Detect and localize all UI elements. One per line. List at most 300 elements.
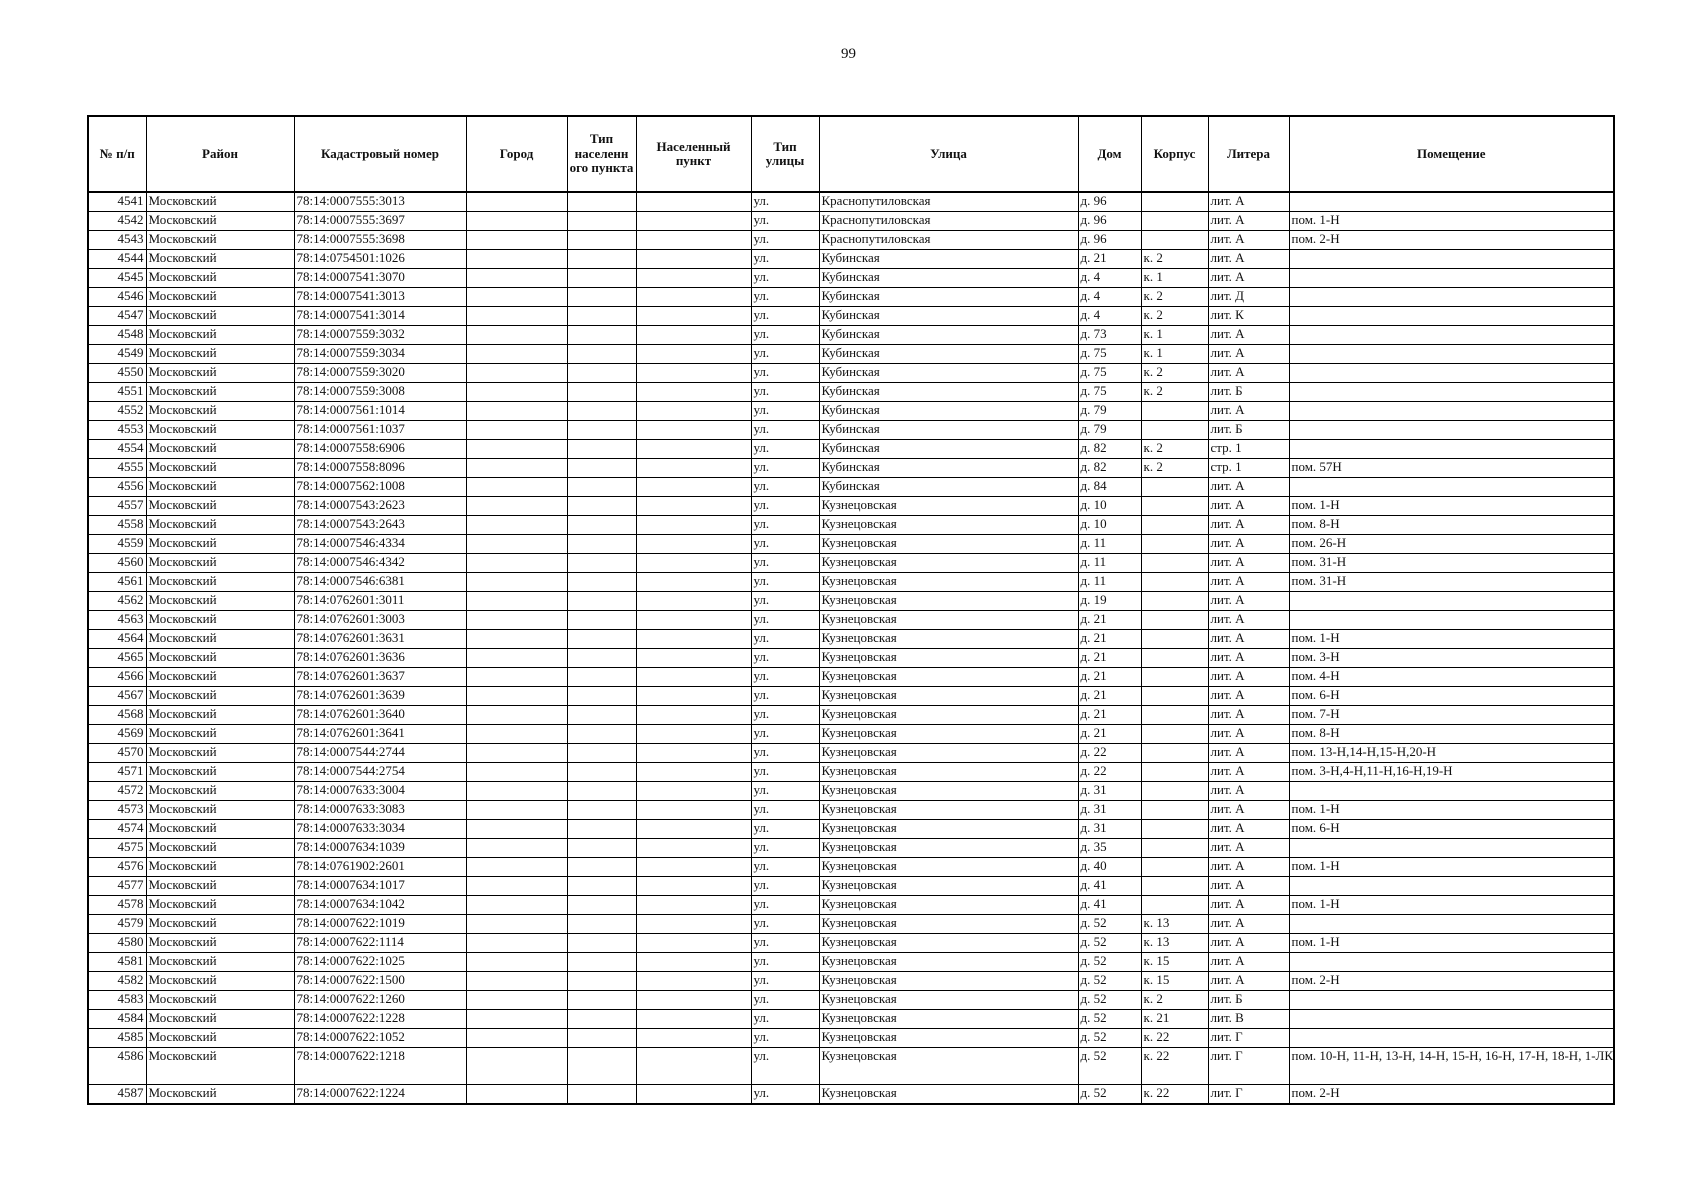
cell-letter: лит. А bbox=[1208, 326, 1289, 345]
cell-premises: пом. 57Н bbox=[1289, 459, 1614, 478]
table-row bbox=[88, 763, 1614, 782]
cell-district: Московский bbox=[146, 649, 294, 668]
cell-settlement-type bbox=[567, 364, 636, 383]
cell-settlement-type bbox=[567, 192, 636, 212]
cell-district: Московский bbox=[146, 326, 294, 345]
cell-house: д. 31 bbox=[1078, 801, 1141, 820]
cell-settlement-type bbox=[567, 858, 636, 877]
cell-street: Кузнецовская bbox=[819, 668, 1078, 687]
table-row bbox=[88, 1010, 1614, 1029]
cell-street: Кузнецовская bbox=[819, 611, 1078, 630]
cell-letter: лит. А bbox=[1208, 915, 1289, 934]
cell-letter: лит. Г bbox=[1208, 1085, 1289, 1105]
cell-number: 4541 bbox=[88, 192, 146, 212]
cell-premises bbox=[1289, 877, 1614, 896]
table-row bbox=[88, 896, 1614, 915]
cell-district: Московский bbox=[146, 212, 294, 231]
table-row bbox=[88, 915, 1614, 934]
cell-premises bbox=[1289, 364, 1614, 383]
cell-cadastral-number: 78:14:0007558:6906 bbox=[294, 440, 466, 459]
table-row bbox=[88, 972, 1614, 991]
cell-house: д. 21 bbox=[1078, 725, 1141, 744]
cell-cadastral-number: 78:14:0007634:1039 bbox=[294, 839, 466, 858]
cell-house: д. 21 bbox=[1078, 649, 1141, 668]
cell-settlement bbox=[636, 269, 751, 288]
cell-settlement bbox=[636, 1048, 751, 1085]
cell-district: Московский bbox=[146, 402, 294, 421]
cell-letter: лит. А bbox=[1208, 858, 1289, 877]
cell-building bbox=[1141, 763, 1208, 782]
cell-settlement-type bbox=[567, 668, 636, 687]
cell-cadastral-number: 78:14:0007541:3013 bbox=[294, 288, 466, 307]
table-row bbox=[88, 592, 1614, 611]
cell-number: 4574 bbox=[88, 820, 146, 839]
cell-street: Кузнецовская bbox=[819, 858, 1078, 877]
cell-number: 4548 bbox=[88, 326, 146, 345]
cell-district: Московский bbox=[146, 421, 294, 440]
cell-number: 4557 bbox=[88, 497, 146, 516]
cell-cadastral-number: 78:14:0762601:3636 bbox=[294, 649, 466, 668]
table-row bbox=[88, 839, 1614, 858]
cell-district: Московский bbox=[146, 877, 294, 896]
cell-premises: пом. 1-Н bbox=[1289, 212, 1614, 231]
cell-number: 4545 bbox=[88, 269, 146, 288]
cell-street: Кузнецовская bbox=[819, 1029, 1078, 1048]
cell-cadastral-number: 78:14:0007558:8096 bbox=[294, 459, 466, 478]
cell-settlement-type bbox=[567, 516, 636, 535]
cell-district: Московский bbox=[146, 630, 294, 649]
cell-cadastral-number: 78:14:0007555:3013 bbox=[294, 192, 466, 212]
cell-cadastral-number: 78:14:0007562:1008 bbox=[294, 478, 466, 497]
cell-building bbox=[1141, 744, 1208, 763]
cell-building: к. 13 bbox=[1141, 915, 1208, 934]
cell-house: д. 22 bbox=[1078, 763, 1141, 782]
cell-letter: лит. А bbox=[1208, 592, 1289, 611]
cell-premises bbox=[1289, 611, 1614, 630]
cell-street: Кузнецовская bbox=[819, 630, 1078, 649]
table-body bbox=[88, 192, 1614, 1104]
cell-number: 4563 bbox=[88, 611, 146, 630]
cell-house: д. 52 bbox=[1078, 1085, 1141, 1105]
cell-cadastral-number: 78:14:0762601:3640 bbox=[294, 706, 466, 725]
cell-street: Кузнецовская bbox=[819, 991, 1078, 1010]
cell-settlement bbox=[636, 326, 751, 345]
cell-house: д. 52 bbox=[1078, 934, 1141, 953]
cell-street: Кубинская bbox=[819, 402, 1078, 421]
cell-house: д. 96 bbox=[1078, 192, 1141, 212]
cell-street: Краснопутиловская bbox=[819, 192, 1078, 212]
page-number: 99 bbox=[841, 46, 856, 62]
cell-district: Московский bbox=[146, 611, 294, 630]
cell-settlement-type bbox=[567, 1029, 636, 1048]
cell-number: 4546 bbox=[88, 288, 146, 307]
cell-city bbox=[466, 573, 567, 592]
cell-settlement-type bbox=[567, 383, 636, 402]
cell-cadastral-number: 78:14:0007561:1037 bbox=[294, 421, 466, 440]
cell-settlement-type bbox=[567, 231, 636, 250]
cell-street-type: ул. bbox=[751, 250, 819, 269]
cell-district: Московский bbox=[146, 269, 294, 288]
cell-letter: лит. Г bbox=[1208, 1048, 1289, 1085]
cell-settlement-type bbox=[567, 288, 636, 307]
cell-street: Кузнецовская bbox=[819, 1085, 1078, 1105]
cell-settlement bbox=[636, 212, 751, 231]
cell-premises bbox=[1289, 1029, 1614, 1048]
cell-street-type: ул. bbox=[751, 630, 819, 649]
table-row bbox=[88, 440, 1614, 459]
cell-city bbox=[466, 820, 567, 839]
cell-settlement-type bbox=[567, 440, 636, 459]
cell-city bbox=[466, 1029, 567, 1048]
cell-premises: пом. 13-Н,14-Н,15-Н,20-Н bbox=[1289, 744, 1614, 763]
cell-building bbox=[1141, 839, 1208, 858]
cell-letter: лит. А bbox=[1208, 345, 1289, 364]
cell-street: Кузнецовская bbox=[819, 497, 1078, 516]
cell-city bbox=[466, 1085, 567, 1105]
cell-district: Московский bbox=[146, 250, 294, 269]
cell-cadastral-number: 78:14:0007544:2744 bbox=[294, 744, 466, 763]
cell-number: 4559 bbox=[88, 535, 146, 554]
cell-number: 4573 bbox=[88, 801, 146, 820]
cell-cadastral-number: 78:14:0007546:4334 bbox=[294, 535, 466, 554]
table-row bbox=[88, 858, 1614, 877]
table-row bbox=[88, 611, 1614, 630]
cell-street: Кузнецовская bbox=[819, 896, 1078, 915]
cell-street: Кузнецовская bbox=[819, 573, 1078, 592]
cell-house: д. 31 bbox=[1078, 782, 1141, 801]
cell-house: д. 52 bbox=[1078, 991, 1141, 1010]
cell-cadastral-number: 78:14:0007559:3020 bbox=[294, 364, 466, 383]
cell-street-type: ул. bbox=[751, 706, 819, 725]
cell-settlement bbox=[636, 630, 751, 649]
cell-settlement bbox=[636, 573, 751, 592]
cell-street: Кузнецовская bbox=[819, 516, 1078, 535]
cell-premises: пом. 3-Н,4-Н,11-Н,16-Н,19-Н bbox=[1289, 763, 1614, 782]
cell-building: к. 2 bbox=[1141, 250, 1208, 269]
cell-street-type: ул. bbox=[751, 192, 819, 212]
cell-settlement-type bbox=[567, 1085, 636, 1105]
table-row bbox=[88, 231, 1614, 250]
cell-settlement bbox=[636, 535, 751, 554]
cell-street: Кузнецовская bbox=[819, 706, 1078, 725]
cell-city bbox=[466, 269, 567, 288]
cell-city bbox=[466, 402, 567, 421]
cell-building bbox=[1141, 231, 1208, 250]
cell-street: Кузнецовская bbox=[819, 915, 1078, 934]
cell-settlement-type bbox=[567, 1048, 636, 1085]
cell-settlement bbox=[636, 478, 751, 497]
cell-settlement bbox=[636, 383, 751, 402]
cell-settlement bbox=[636, 782, 751, 801]
cell-number: 4561 bbox=[88, 573, 146, 592]
cell-settlement-type bbox=[567, 326, 636, 345]
cell-street: Кузнецовская bbox=[819, 744, 1078, 763]
cell-number: 4552 bbox=[88, 402, 146, 421]
cell-letter: лит. А bbox=[1208, 972, 1289, 991]
cell-district: Московский bbox=[146, 896, 294, 915]
cell-settlement bbox=[636, 896, 751, 915]
cell-street-type: ул. bbox=[751, 535, 819, 554]
cell-premises: пом. 6-Н bbox=[1289, 687, 1614, 706]
cell-number: 4550 bbox=[88, 364, 146, 383]
cell-cadastral-number: 78:14:0007541:3070 bbox=[294, 269, 466, 288]
cell-street-type: ул. bbox=[751, 497, 819, 516]
cell-building: к. 1 bbox=[1141, 345, 1208, 364]
cell-district: Московский bbox=[146, 364, 294, 383]
cell-premises: пом. 8-Н bbox=[1289, 516, 1614, 535]
cell-street: Кузнецовская bbox=[819, 934, 1078, 953]
cell-settlement bbox=[636, 516, 751, 535]
table-row bbox=[88, 1048, 1614, 1085]
cell-building bbox=[1141, 706, 1208, 725]
cell-city bbox=[466, 459, 567, 478]
cell-settlement-type bbox=[567, 763, 636, 782]
cell-street: Кузнецовская bbox=[819, 953, 1078, 972]
cell-district: Московский bbox=[146, 478, 294, 497]
cell-street: Краснопутиловская bbox=[819, 231, 1078, 250]
cell-house: д. 52 bbox=[1078, 1029, 1141, 1048]
column-header-district: Район bbox=[146, 116, 294, 192]
cell-building: к. 2 bbox=[1141, 307, 1208, 326]
cell-city bbox=[466, 345, 567, 364]
table-row bbox=[88, 877, 1614, 896]
cell-city bbox=[466, 231, 567, 250]
cell-house: д. 96 bbox=[1078, 231, 1141, 250]
cell-settlement-type bbox=[567, 706, 636, 725]
cell-number: 4587 bbox=[88, 1085, 146, 1105]
cell-city bbox=[466, 782, 567, 801]
cell-district: Московский bbox=[146, 915, 294, 934]
cell-city bbox=[466, 763, 567, 782]
cell-settlement-type bbox=[567, 991, 636, 1010]
cell-district: Московский bbox=[146, 1029, 294, 1048]
table-row bbox=[88, 478, 1614, 497]
cell-district: Московский bbox=[146, 231, 294, 250]
cell-street-type: ул. bbox=[751, 668, 819, 687]
cell-street-type: ул. bbox=[751, 307, 819, 326]
cell-house: д. 21 bbox=[1078, 630, 1141, 649]
table-row bbox=[88, 725, 1614, 744]
cell-street: Кузнецовская bbox=[819, 839, 1078, 858]
cell-building bbox=[1141, 668, 1208, 687]
cell-street-type: ул. bbox=[751, 611, 819, 630]
cell-house: д. 41 bbox=[1078, 877, 1141, 896]
cell-street: Кубинская bbox=[819, 269, 1078, 288]
cell-letter: лит. А bbox=[1208, 516, 1289, 535]
cell-settlement-type bbox=[567, 459, 636, 478]
table-row bbox=[88, 934, 1614, 953]
cell-house: д. 4 bbox=[1078, 269, 1141, 288]
cell-city bbox=[466, 972, 567, 991]
cell-number: 4580 bbox=[88, 934, 146, 953]
cell-house: д. 21 bbox=[1078, 687, 1141, 706]
cell-city bbox=[466, 649, 567, 668]
cell-city bbox=[466, 668, 567, 687]
cell-building: к. 2 bbox=[1141, 364, 1208, 383]
cell-premises bbox=[1289, 288, 1614, 307]
cell-settlement bbox=[636, 763, 751, 782]
table-row bbox=[88, 554, 1614, 573]
cell-building bbox=[1141, 535, 1208, 554]
cell-city bbox=[466, 611, 567, 630]
cell-settlement bbox=[636, 592, 751, 611]
table-row bbox=[88, 649, 1614, 668]
cell-letter: лит. А bbox=[1208, 744, 1289, 763]
cell-street: Кузнецовская bbox=[819, 649, 1078, 668]
cell-number: 4553 bbox=[88, 421, 146, 440]
column-header-letter: Литера bbox=[1208, 116, 1289, 192]
cell-building bbox=[1141, 478, 1208, 497]
cell-settlement bbox=[636, 288, 751, 307]
cell-letter: лит. А bbox=[1208, 953, 1289, 972]
cell-building: к. 15 bbox=[1141, 953, 1208, 972]
cell-district: Московский bbox=[146, 839, 294, 858]
cell-number: 4565 bbox=[88, 649, 146, 668]
cell-settlement bbox=[636, 421, 751, 440]
cell-premises bbox=[1289, 782, 1614, 801]
cell-district: Московский bbox=[146, 497, 294, 516]
cell-premises: пом. 8-Н bbox=[1289, 725, 1614, 744]
cell-street-type: ул. bbox=[751, 725, 819, 744]
cell-cadastral-number: 78:14:0007546:4342 bbox=[294, 554, 466, 573]
cell-building bbox=[1141, 725, 1208, 744]
cell-number: 4576 bbox=[88, 858, 146, 877]
cell-premises: пом. 7-Н bbox=[1289, 706, 1614, 725]
cell-settlement bbox=[636, 497, 751, 516]
cell-letter: лит. А bbox=[1208, 573, 1289, 592]
cell-settlement-type bbox=[567, 801, 636, 820]
cell-city bbox=[466, 192, 567, 212]
cell-street: Кузнецовская bbox=[819, 535, 1078, 554]
cell-letter: лит. Г bbox=[1208, 1029, 1289, 1048]
cell-premises bbox=[1289, 592, 1614, 611]
cell-building bbox=[1141, 497, 1208, 516]
table-row bbox=[88, 269, 1614, 288]
cell-settlement bbox=[636, 877, 751, 896]
cell-premises: пом. 2-Н bbox=[1289, 1085, 1614, 1105]
cell-premises: пом. 3-Н bbox=[1289, 649, 1614, 668]
cell-cadastral-number: 78:14:0007622:1019 bbox=[294, 915, 466, 934]
cell-house: д. 10 bbox=[1078, 516, 1141, 535]
cell-street: Краснопутиловская bbox=[819, 212, 1078, 231]
cell-building: к. 22 bbox=[1141, 1085, 1208, 1105]
cell-building bbox=[1141, 421, 1208, 440]
cell-street: Кубинская bbox=[819, 288, 1078, 307]
cell-number: 4558 bbox=[88, 516, 146, 535]
cell-settlement bbox=[636, 364, 751, 383]
cell-premises bbox=[1289, 953, 1614, 972]
cell-premises: пом. 1-Н bbox=[1289, 858, 1614, 877]
cell-district: Московский bbox=[146, 934, 294, 953]
table-row bbox=[88, 782, 1614, 801]
cell-cadastral-number: 78:14:0007559:3034 bbox=[294, 345, 466, 364]
cell-building: к. 22 bbox=[1141, 1029, 1208, 1048]
cell-letter: лит. А bbox=[1208, 934, 1289, 953]
table-row bbox=[88, 801, 1614, 820]
cell-house: д. 21 bbox=[1078, 706, 1141, 725]
cell-settlement-type bbox=[567, 402, 636, 421]
cell-settlement-type bbox=[567, 782, 636, 801]
table-row bbox=[88, 630, 1614, 649]
cell-district: Московский bbox=[146, 953, 294, 972]
cell-street-type: ул. bbox=[751, 820, 819, 839]
cell-building bbox=[1141, 801, 1208, 820]
cell-house: д. 52 bbox=[1078, 972, 1141, 991]
cell-settlement-type bbox=[567, 611, 636, 630]
cell-letter: лит. А bbox=[1208, 402, 1289, 421]
cell-cadastral-number: 78:14:0754501:1026 bbox=[294, 250, 466, 269]
table-row bbox=[88, 383, 1614, 402]
cell-letter: лит. А bbox=[1208, 801, 1289, 820]
cell-city bbox=[466, 1010, 567, 1029]
cell-building bbox=[1141, 896, 1208, 915]
cell-house: д. 11 bbox=[1078, 535, 1141, 554]
cell-district: Московский bbox=[146, 858, 294, 877]
cell-settlement bbox=[636, 1010, 751, 1029]
cell-number: 4577 bbox=[88, 877, 146, 896]
cell-letter: лит. А bbox=[1208, 535, 1289, 554]
cell-street-type: ул. bbox=[751, 1085, 819, 1105]
cell-house: д. 35 bbox=[1078, 839, 1141, 858]
table-row bbox=[88, 497, 1614, 516]
cell-district: Московский bbox=[146, 763, 294, 782]
cell-street-type: ул. bbox=[751, 326, 819, 345]
cell-cadastral-number: 78:14:0761902:2601 bbox=[294, 858, 466, 877]
cell-premises: пом. 1-Н bbox=[1289, 896, 1614, 915]
cell-letter: лит. Б bbox=[1208, 383, 1289, 402]
cell-building: к. 2 bbox=[1141, 383, 1208, 402]
cell-house: д. 82 bbox=[1078, 440, 1141, 459]
cell-premises bbox=[1289, 440, 1614, 459]
cell-cadastral-number: 78:14:0007633:3004 bbox=[294, 782, 466, 801]
cell-premises: пом. 10-Н, 11-Н, 13-Н, 14-Н, 15-Н, 16-Н, 17-Н, 18-Н, 1-ЛК bbox=[1289, 1048, 1614, 1085]
cell-building: к. 15 bbox=[1141, 972, 1208, 991]
table-row bbox=[88, 820, 1614, 839]
cell-street: Кузнецовская bbox=[819, 687, 1078, 706]
cell-city bbox=[466, 630, 567, 649]
cell-number: 4571 bbox=[88, 763, 146, 782]
cell-settlement-type bbox=[567, 630, 636, 649]
cell-street: Кузнецовская bbox=[819, 877, 1078, 896]
cell-street: Кубинская bbox=[819, 364, 1078, 383]
column-header-premises: Помещение bbox=[1289, 116, 1614, 192]
cell-district: Московский bbox=[146, 516, 294, 535]
cell-district: Московский bbox=[146, 801, 294, 820]
cell-district: Московский bbox=[146, 687, 294, 706]
cell-city bbox=[466, 307, 567, 326]
table-row bbox=[88, 953, 1614, 972]
cell-building: к. 2 bbox=[1141, 991, 1208, 1010]
cell-letter: лит. А bbox=[1208, 877, 1289, 896]
cell-number: 4544 bbox=[88, 250, 146, 269]
cell-letter: лит. А bbox=[1208, 668, 1289, 687]
cell-house: д. 75 bbox=[1078, 383, 1141, 402]
cell-city bbox=[466, 212, 567, 231]
cell-street: Кубинская bbox=[819, 250, 1078, 269]
cell-house: д. 52 bbox=[1078, 953, 1141, 972]
cell-street: Кубинская bbox=[819, 345, 1078, 364]
cell-district: Московский bbox=[146, 1085, 294, 1105]
cell-settlement-type bbox=[567, 573, 636, 592]
cell-street-type: ул. bbox=[751, 934, 819, 953]
cell-district: Московский bbox=[146, 706, 294, 725]
cell-house: д. 31 bbox=[1078, 820, 1141, 839]
table-row bbox=[88, 288, 1614, 307]
cell-house: д. 79 bbox=[1078, 421, 1141, 440]
cell-house: д. 75 bbox=[1078, 345, 1141, 364]
cell-house: д. 40 bbox=[1078, 858, 1141, 877]
cell-house: д. 52 bbox=[1078, 1048, 1141, 1085]
